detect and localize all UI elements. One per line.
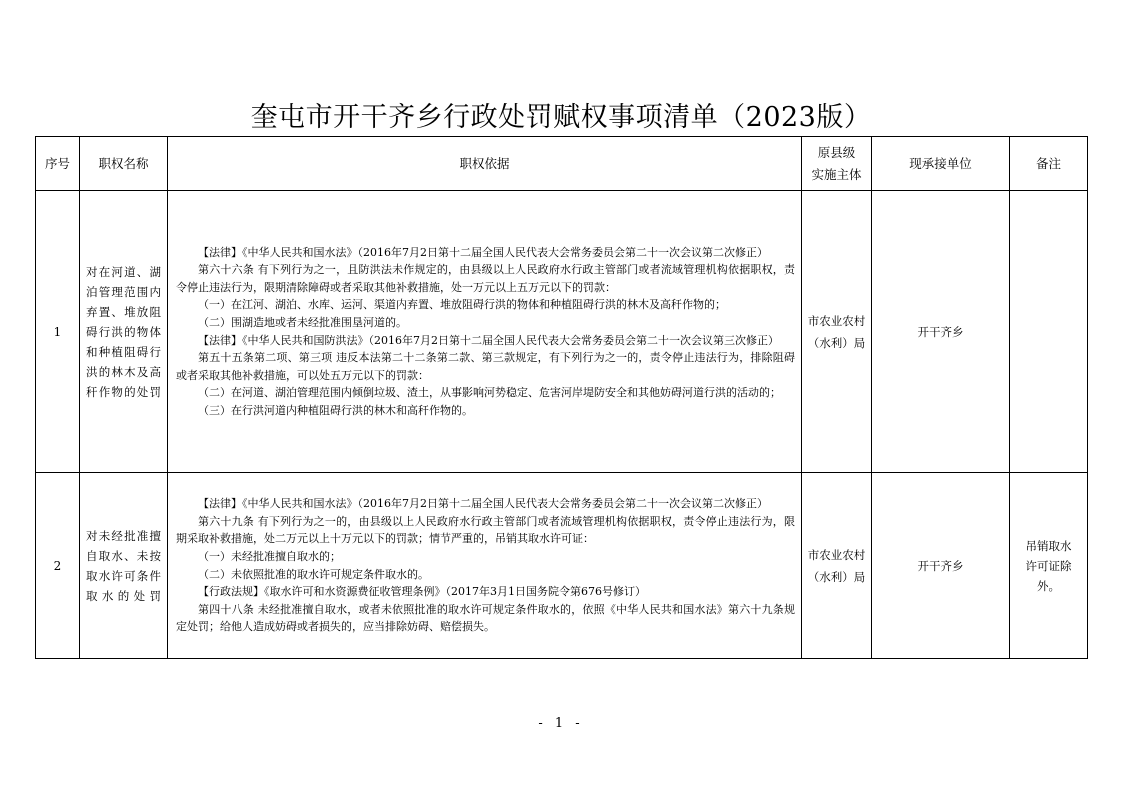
basis-item: （二）在河道、湖泊管理范围内倾倒垃圾、渣土，从事影响河势稳定、危害河岸堤防安全和其他妨碍河道行洪的活动的； xyxy=(198,386,781,400)
basis-regulation-heading: 【行政法规】《取水许可和水资源费征收管理条例》（2017年3月1日国务院令第676号修订） xyxy=(198,585,646,599)
authority-name: 对未经批准擅自取水、未按取水许可条件取水的处罚 xyxy=(80,473,168,659)
remark xyxy=(1010,191,1088,473)
basis-item: （二）围湖造地或者未经批准围垦河道的。 xyxy=(198,315,407,329)
basis-item: （一）未经批准擅自取水的； xyxy=(198,549,341,563)
basis-article: 第六十六条 有下列行为之一，且防洪法未作规定的，由县级以上人民政府水行政主管部门或者流域管理机构依据职权，责令停止违法行为，限期清除障碍或者采取其他补救措施，处一万元以上五万元以下的罚款： xyxy=(176,263,795,294)
basis-article: 第六十九条 有下列行为之一的，由县级以上人民政府水行政主管部门或者流域管理机构依据职权，责令停止违法行为，限期采取补救措施，处二万元以上十万元以下的罚款；情节严重的，吊销其取水许可证： xyxy=(176,514,795,546)
authority-table xyxy=(35,136,1088,659)
authority-name: 对在河道、湖泊管理范围内弃置、堆放阻碍行洪的物体和种植阻碍行洪的林木及高秆作物的处罚 xyxy=(80,191,168,473)
page-number: - 1 - xyxy=(538,716,584,731)
original-authority: 市农业农村（水利）局 xyxy=(802,473,872,659)
basis-article: 第五十五条第二项、第三项 违反本法第二十二条第二款、第三款规定，有下列行为之一的，责令停止违法行为，排除阻碍或者采取其他补救措施，可以处五万元以下的罚款： xyxy=(176,351,795,382)
header-original-line1: 原县级 xyxy=(817,144,856,160)
table-row xyxy=(36,191,1088,473)
basis-law-heading: 【法律】《中华人民共和国防洪法》（2016年7月2日第十二届全国人民代表大会常务委员会第二十一次会议第三次修正） xyxy=(198,333,779,347)
authority-basis xyxy=(168,191,802,473)
authority-basis xyxy=(168,473,802,659)
basis-law-heading: 【法律】《中华人民共和国水法》（2016年7月2日第十二届全国人民代表大会常务委员会第二十一次会议第二次修正） xyxy=(198,497,768,511)
header-note: 备注 xyxy=(1010,137,1088,191)
header-no: 序号 xyxy=(36,137,80,191)
basis-item: （二）未依照批准的取水许可规定条件取水的。 xyxy=(198,567,429,581)
basis-item: （一）在江河、湖泊、水库、运河、渠道内弃置、堆放阻碍行洪的物体和种植阻碍行洪的林木及高秆作物的； xyxy=(198,298,726,312)
header-name: 职权名称 xyxy=(80,137,168,191)
row-number: 2 xyxy=(36,473,80,659)
receiving-unit: 开干齐乡 xyxy=(872,191,1010,473)
page-title: 奎屯市开干齐乡行政处罚赋权事项清单（2023版） xyxy=(250,102,872,133)
header-original-line2: 实施主体 xyxy=(811,166,862,182)
header-basis: 职权依据 xyxy=(168,137,802,191)
header-original xyxy=(802,137,872,191)
basis-article: 第四十八条 未经批准擅自取水，或者未依照批准的取水许可规定条件取水的，依照《中华人民共和国水法》第六十九条规定处罚；给他人造成妨碍或者损失的，应当排除妨碍、赔偿损失。 xyxy=(176,602,795,634)
remark: 吊销取水许可证除外。 xyxy=(1010,473,1088,659)
header-row xyxy=(36,137,1088,191)
original-authority: 市农业农村（水利）局 xyxy=(802,191,872,473)
table-row xyxy=(36,473,1088,659)
basis-item: （三）在行洪河道内种植阻碍行洪的林木和高秆作物的。 xyxy=(198,403,473,417)
receiving-unit: 开干齐乡 xyxy=(872,473,1010,659)
basis-law-heading: 【法律】《中华人民共和国水法》（2016年7月2日第十二届全国人民代表大会常务委员会第二十一次会议第二次修正） xyxy=(198,245,768,259)
header-receiver: 现承接单位 xyxy=(872,137,1010,191)
row-number: 1 xyxy=(36,191,80,473)
